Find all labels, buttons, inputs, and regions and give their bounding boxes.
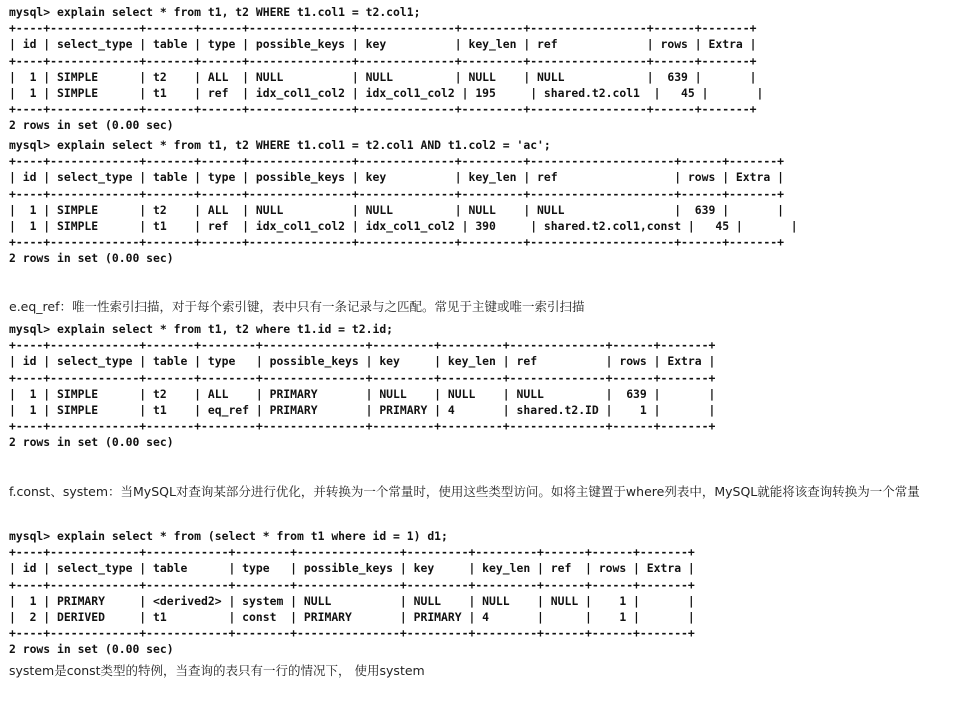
- result-table: +----+-------------+-------+------+---------------+--------------+---------+-----------------+------+-------+ | id | select_type | table | type | possible_keys | key | key_len | ref | rows | Extra | +----+-------------+-------+------+---------------+--------------+---------+-----------------+------+-------+ | 1 | SIMPLE | t2 | ALL | NULL | NULL | NULL | NULL | 639 | | | 1 | SIMPLE | t1 | ref | idx_col1_col2 | idx_col1_col2 | 195 | shared.t2.col1 | 45 | | +----+-------------+-------+------+---------------+--------------+---------+-----------------+------+-------+: [9, 21, 764, 117]
- note-const-system: f.const、system：当MySQL对查询某部分进行优化，并转换为一个常量时，使用这些类型访问。如将主键置于where列表中，MySQL就能将该查询转换为一个常量: [9, 484, 920, 499]
- result-summary: 2 rows in set (0.00 sec): [9, 642, 174, 657]
- command-line: mysql> explain select * from t1, t2 WHERE t1.col1 = t2.col1 AND t1.col2 = 'ac';: [9, 138, 551, 152]
- query-block-4: [9, 528, 695, 658]
- query-block-2: [9, 137, 798, 267]
- result-summary: 2 rows in set (0.00 sec): [9, 435, 174, 450]
- result-table: +----+-------------+------------+--------+---------------+---------+---------+------+------+-------+ | id | select_type | table | type | possible_keys | key | key_len | ref | rows | Extra | +----+-------------+------------+--------+---------------+---------+---------+------+------+-------+ | 1 | PRIMARY | <derived2> | system | NULL | NULL | NULL | NULL | 1 | | | 2 | DERIVED | t1 | const | PRIMARY | PRIMARY | 4 | | 1 | | +----+-------------+------------+--------+---------------+---------+---------+------+------+-------+: [9, 545, 695, 641]
- note-eq-ref: e.eq_ref：唯一性索引扫描，对于每个索引键，表中只有一条记录与之匹配。常见于主键或唯一索引扫描: [9, 299, 585, 314]
- result-table: +----+-------------+-------+--------+---------------+---------+---------+--------------+------+-------+ | id | select_type | table | type | possible_keys | key | key_len | ref | rows | Extra | +----+-------------+-------+--------+---------------+---------+---------+--------------+------+-------+ | 1 | SIMPLE | t2 | ALL | PRIMARY | NULL | NULL | NULL | 639 | | | 1 | SIMPLE | t1 | eq_ref | PRIMARY | PRIMARY | 4 | shared.t2.ID | 1 | | +----+-------------+-------+--------+---------------+---------+---------+--------------+------+-------+: [9, 338, 716, 434]
- command-line: mysql> explain select * from t1, t2 WHERE t1.col1 = t2.col1;: [9, 5, 421, 19]
- result-table: +----+-------------+-------+------+---------------+--------------+---------+---------------------+------+-------+ | id | select_type | table | type | possible_keys | key | key_len | ref | rows | Extra | +----+-------------+-------+------+---------------+--------------+---------+---------------------+------+-------+ | 1 | SIMPLE | t2 | ALL | NULL | NULL | NULL | NULL | 639 | | | 1 | SIMPLE | t1 | ref | idx_col1_col2 | idx_col1_col2 | 390 | shared.t2.col1,const | 45 | | +----+-------------+-------+------+---------------+--------------+---------+---------------------+------+-------+: [9, 154, 798, 250]
- command-line: mysql> explain select * from t1, t2 where t1.id = t2.id;: [9, 322, 394, 336]
- result-summary: 2 rows in set (0.00 sec): [9, 118, 174, 133]
- query-block-1: [9, 4, 763, 134]
- result-summary: 2 rows in set (0.00 sec): [9, 251, 174, 266]
- note-system-tail: system是const类型的特例，当查询的表只有一行的情况下， 使用system: [9, 663, 425, 678]
- query-block-3: [9, 321, 715, 451]
- command-line: mysql> explain select * from (select * from t1 where id = 1) d1;: [9, 529, 448, 543]
